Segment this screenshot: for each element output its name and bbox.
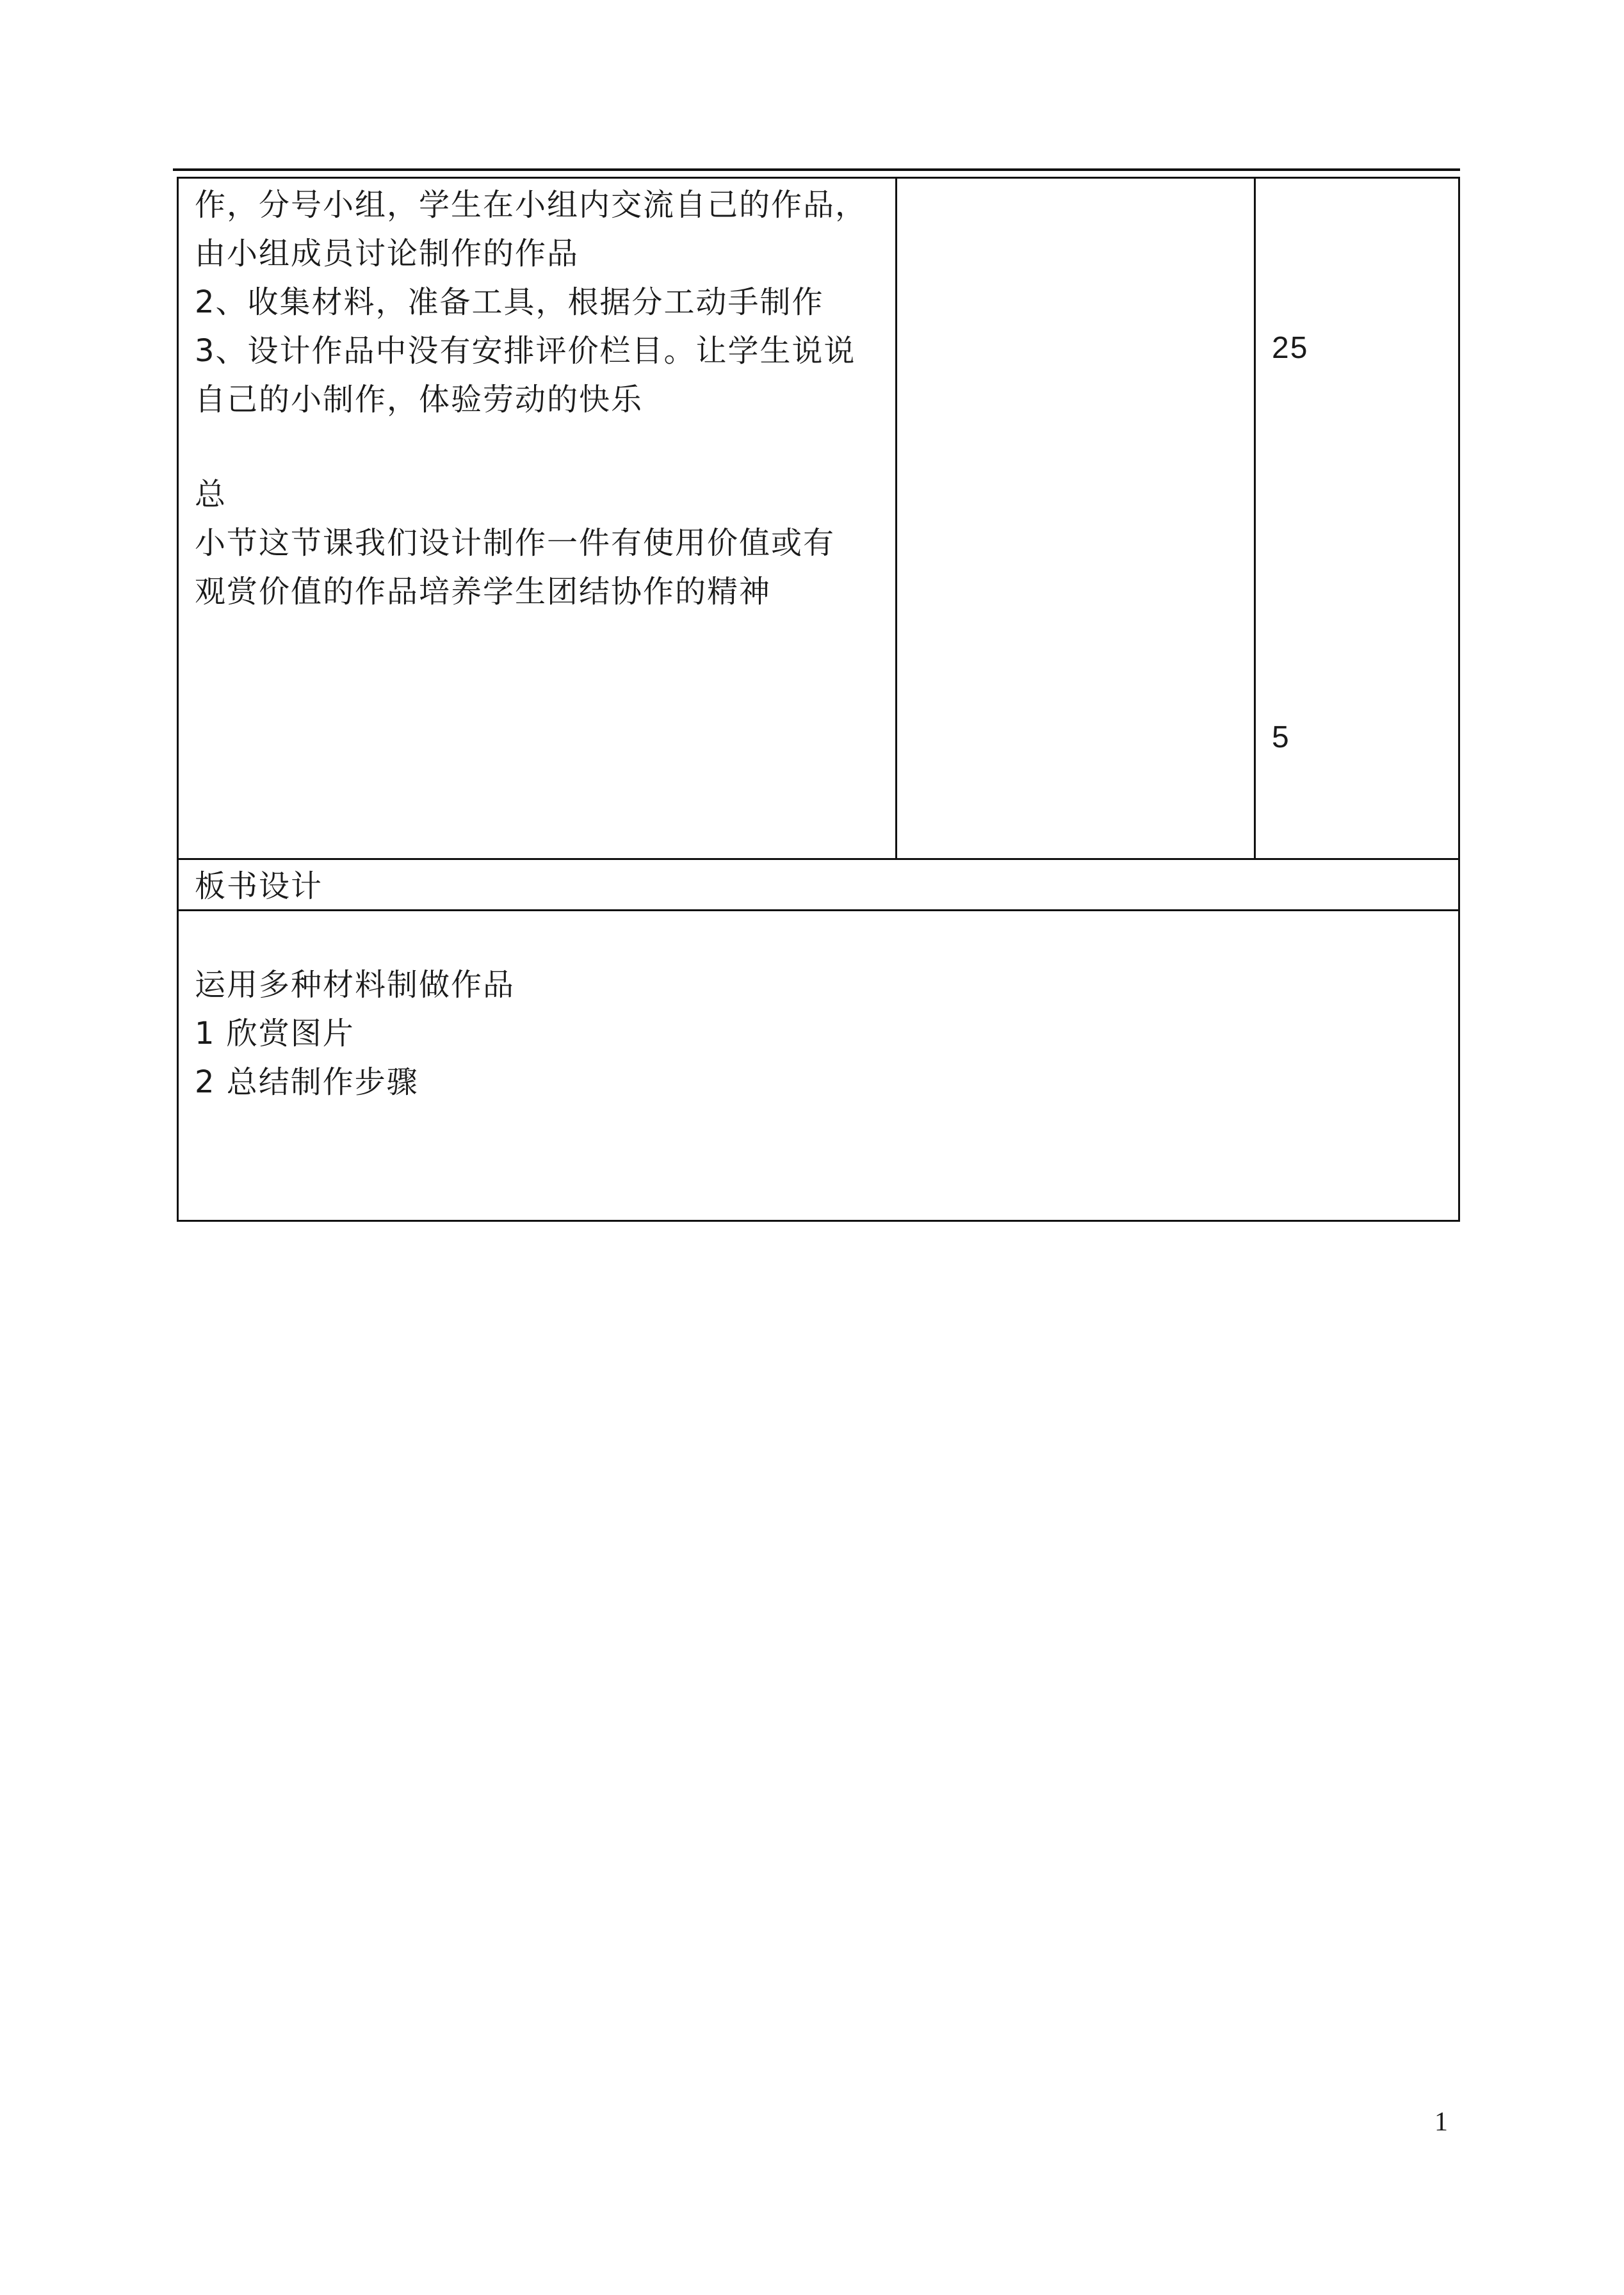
board-design-item-2: 2 总结制作步骤 <box>195 1064 419 1100</box>
process-line-3: 2、收集材料，准备工具，根据分工动手制作 <box>195 284 824 320</box>
header-rule <box>173 168 1460 171</box>
page-number: 1 <box>1434 2107 1448 2137</box>
process-line-9: 观赏价值的作品培养学生团结协作的精神 <box>195 574 772 610</box>
time-value-5: 5 <box>1272 720 1290 754</box>
process-line-5: 自己的小制作，体验劳动的快乐 <box>195 382 644 418</box>
column-divider-2 <box>1254 177 1256 859</box>
board-design-title: 运用多种材料制做作品 <box>195 967 516 1003</box>
time-value-25: 25 <box>1272 331 1309 365</box>
row-divider-2 <box>177 909 1460 911</box>
process-line-2: 由小组成员讨论制作的作品 <box>195 236 580 272</box>
column-divider-1 <box>895 177 897 859</box>
process-line-1: 作，分号小组，学生在小组内交流自己的作品， <box>195 187 868 223</box>
row-divider-1 <box>177 858 1460 860</box>
process-line-7: 总 <box>195 476 227 512</box>
process-line-4: 3、设计作品中没有安排评价栏目。让学生说说 <box>195 333 856 369</box>
board-design-item-1: 1 欣赏图片 <box>195 1016 355 1051</box>
board-design-header: 板书设计 <box>195 868 323 904</box>
process-line-8: 小节这节课我们设计制作一件有使用价值或有 <box>195 525 836 561</box>
